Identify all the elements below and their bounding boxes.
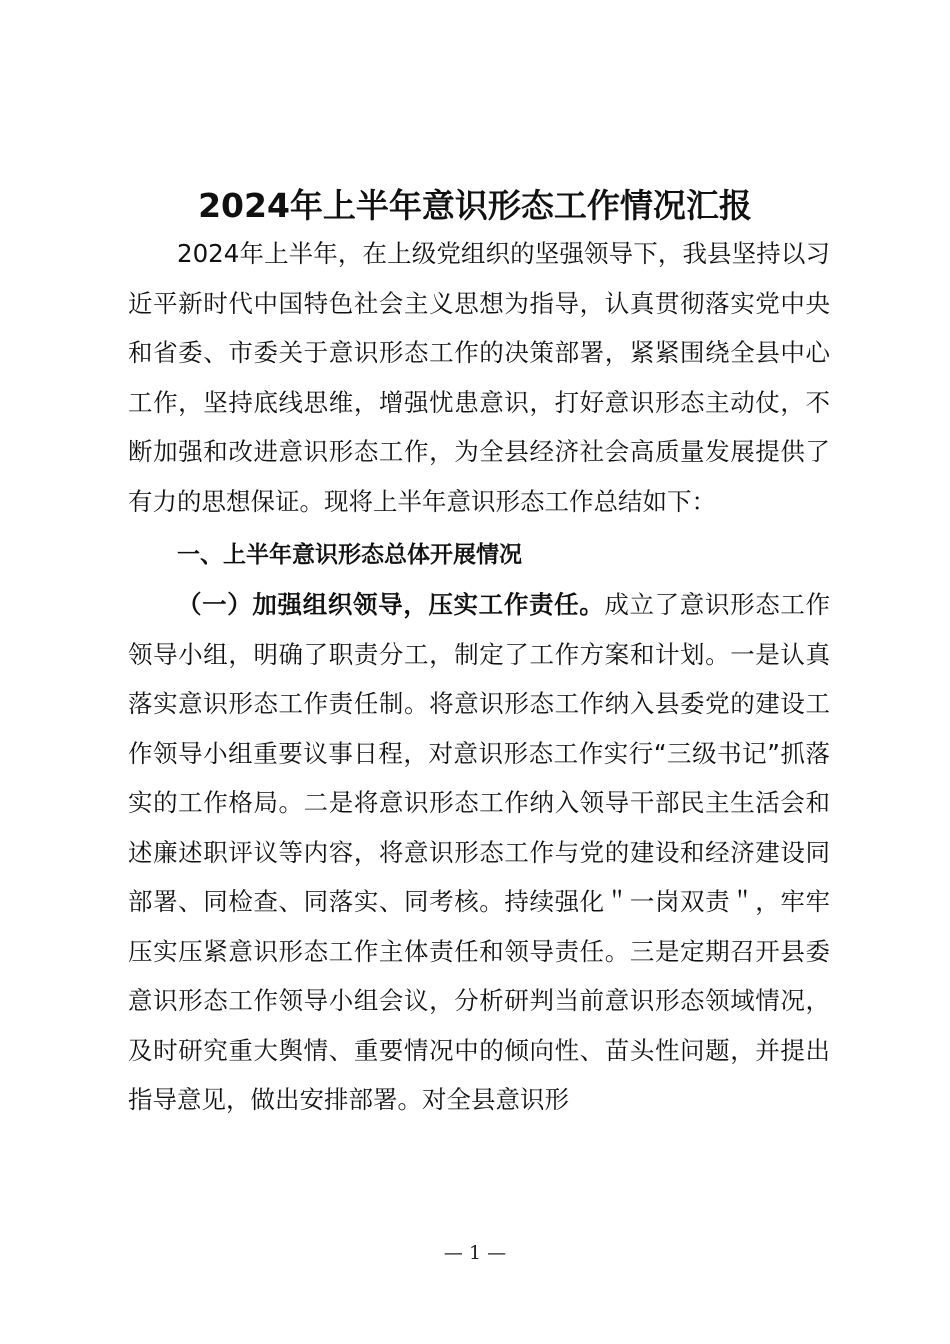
section-heading: 一、上半年意识形态总体开展情况 xyxy=(177,542,522,568)
subsection-lead: （一）加强组织领导，压实工作责任。 xyxy=(177,590,605,619)
page-number: — 1 — xyxy=(443,1242,507,1264)
document-title: 2024年上半年意识形态工作情况汇报 xyxy=(198,186,752,225)
intro-paragraph: 2024年上半年，在上级党组织的坚强领导下，我县坚持以习近平新时代中国特色社会主义思想为指导，认真贯彻落实党中央和省委、市委关于意识形态工作的决策部署，紧紧围绕全县中心工作，坚持底线思维，增强忧患意识，打好意识形态主动仗，不断加强和改进意识形态工作，为全县经济社会高质量发展提供了有力的思想保证。现将上半年意识形态工作总结如下： xyxy=(128,239,830,516)
subsection-paragraph xyxy=(128,580,830,1125)
document-body xyxy=(128,229,830,1125)
subsection-body: 成立了意识形态工作领导小组，明确了职责分工，制定了工作方案和计划。一是认真落实意识形态工作责任制。将意识形态工作纳入县委党的建设工作领导小组重要议事日程，对意识形态工作实行“三级书记”抓落实的工作格局。二是将意识形态工作纳入领导干部民主生活会和述廉述职评议等内容，将意识形态工作与党的建设和经济建设同部署、同检查、同落实、同考核。持续强化＂一岗双责＂，牢牢压实压紧意识形态工作主体责任和领导责任。三是定期召开县委意识形态工作领导小组会议，分析研判当前意识形态领域情况，及时研究重大舆情、重要情况中的倾向性、苗头性问题，并提出指导意见，做出安排部署。对全县意识形 xyxy=(128,590,831,1114)
